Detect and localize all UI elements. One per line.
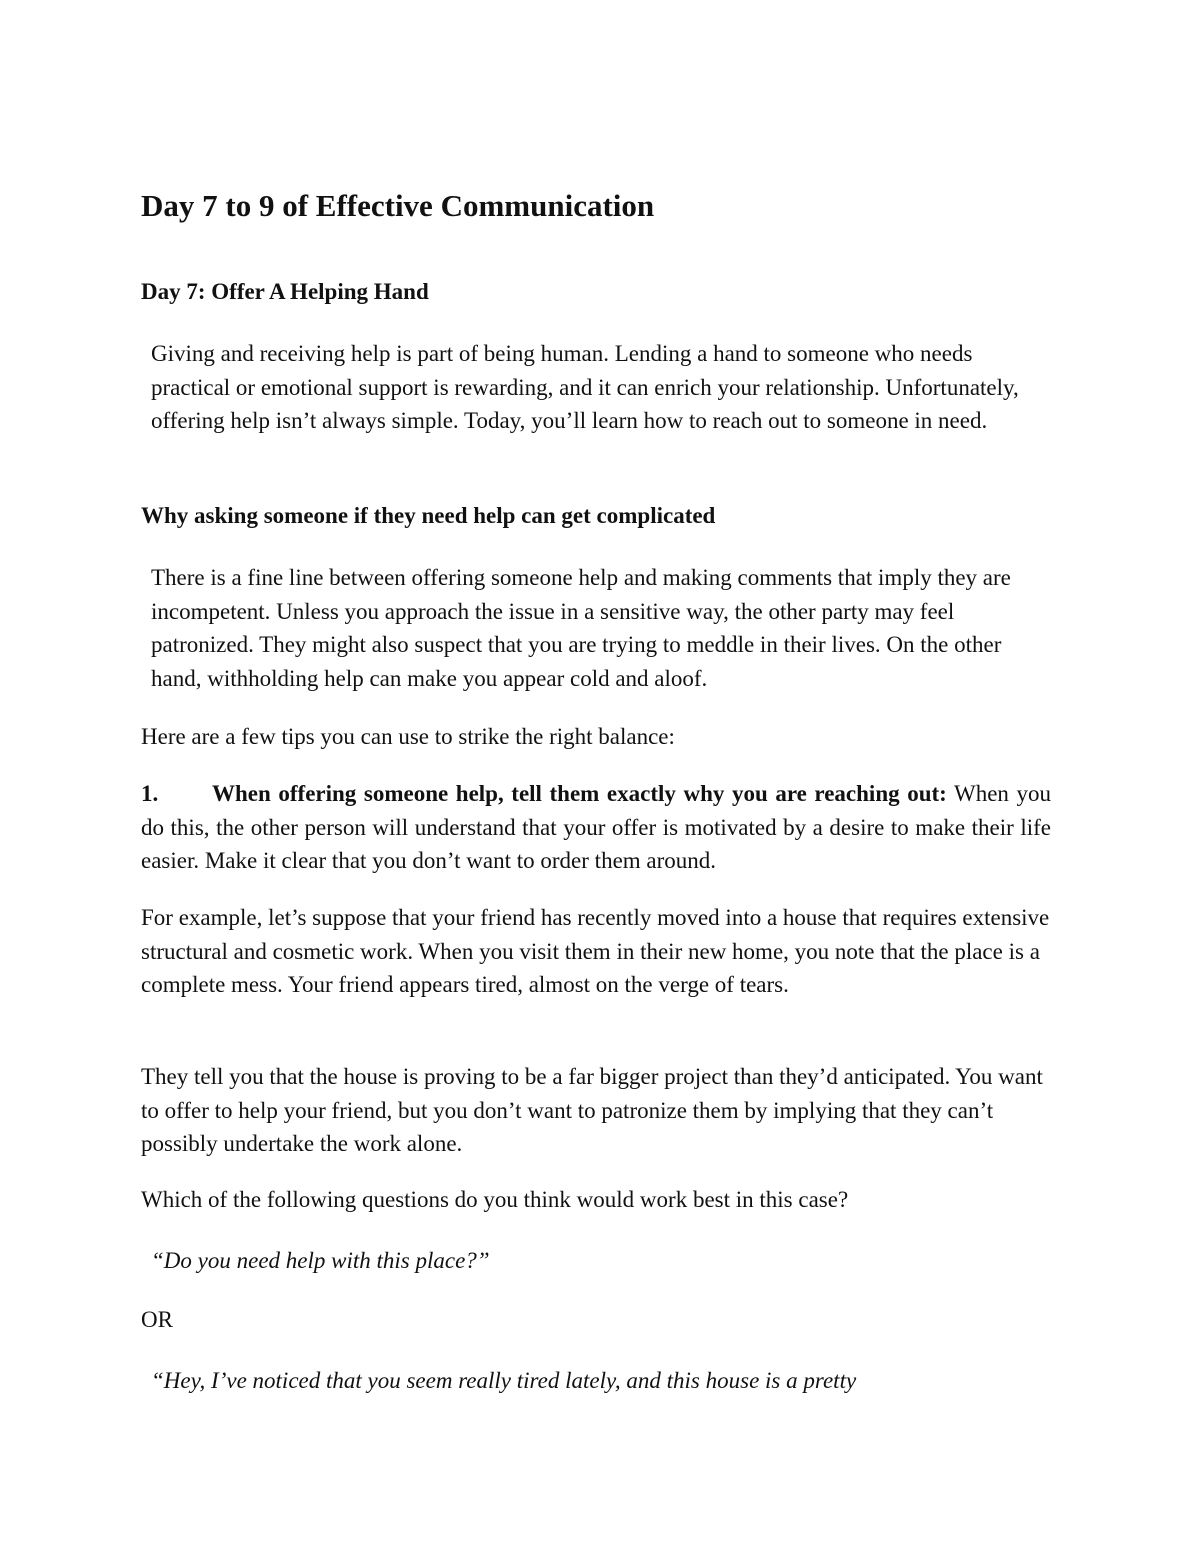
document-title: Day 7 to 9 of Effective Communication <box>141 188 655 223</box>
anticipated-paragraph: They tell you that the house is proving to be a far bigger project than they’d anticipated. You want to offer to help your friend, but you don’t want to patronize them by implying that they can’t possibly undertake the work alone. <box>141 1064 1043 1156</box>
tip-lead: When offering someone help, tell them exactly why you are reaching out: <box>212 781 947 806</box>
tip-body: When you do this, the other person will understand that your offer is motivated by a desire to make their life easier. Make it clear that you don’t want to order them around. <box>141 781 1051 873</box>
fine-line-paragraph: There is a fine line between offering someone help and making comments that imply they are incompetent. Unless you approach the issue in a sensitive way, the other party may feel patronized. They might also suspect that you are trying to meddle in their lives. On the other hand, withholding help can make you appear cold and aloof. <box>151 565 1011 691</box>
section-heading-day7: Day 7: Offer A Helping Hand <box>141 279 429 304</box>
tips-intro-paragraph: Here are a few tips you can use to strike the right balance: <box>141 724 675 749</box>
or-separator: OR <box>141 1307 173 1332</box>
subheading-why-complicated: Why asking someone if they need help can get complicated <box>141 503 716 528</box>
example-paragraph: For example, let’s suppose that your friend has recently moved into a house that requires extensive structural and cosmetic work. When you visit them in their new home, you note that the place is a complete mess. Your friend appears tired, almost on the verge of tears. <box>141 905 1050 997</box>
quote-option-1: “Do you need help with this place?” <box>151 1248 490 1273</box>
tip-item-1 <box>141 777 1051 878</box>
intro-paragraph: Giving and receiving help is part of being human. Lending a hand to someone who needs practical or emotional support is rewarding, and it can enrich your relationship. Unfortunately, offering help isn’t always simple. Today, you’ll learn how to reach out to someone in need. <box>151 341 1019 433</box>
tip-number: 1. <box>141 781 159 806</box>
question-paragraph: Which of the following questions do you think would work best in this case? <box>141 1187 849 1212</box>
quote-option-2: “Hey, I’ve noticed that you seem really tired lately, and this house is a pretty <box>151 1368 857 1393</box>
